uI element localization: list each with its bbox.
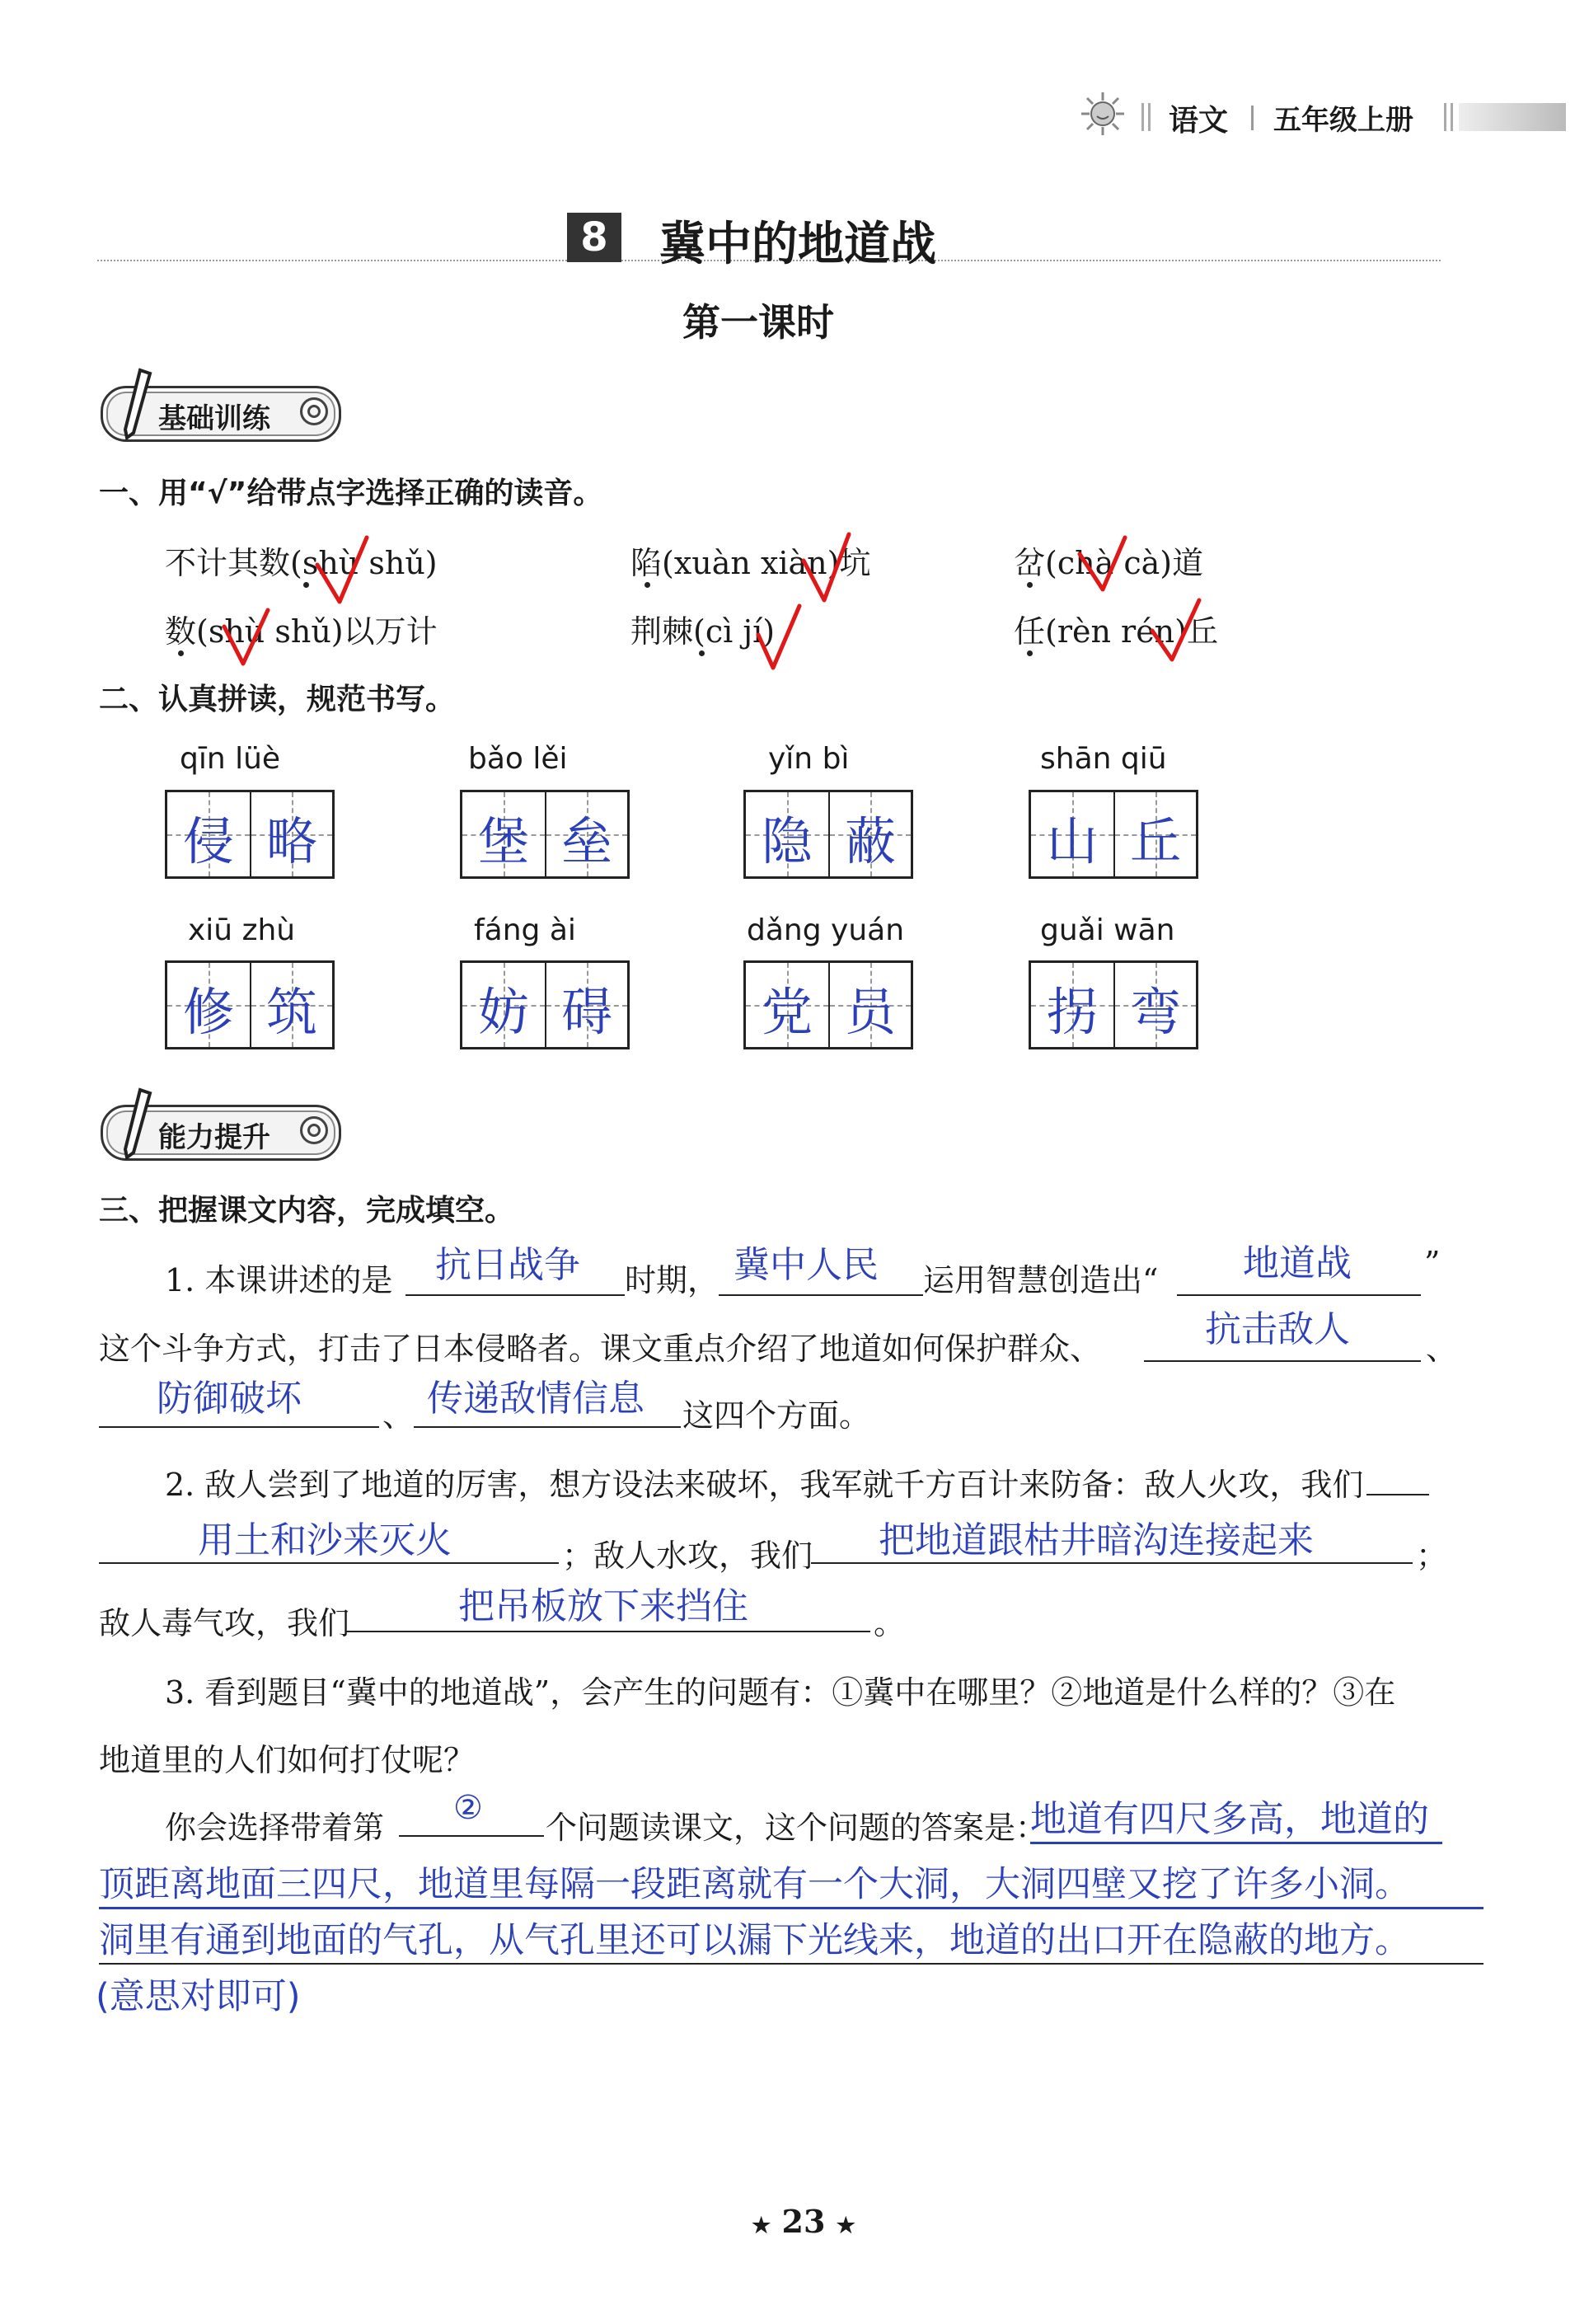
blank-line xyxy=(414,1426,681,1428)
q3-text: ；敌人水攻，我们 xyxy=(562,1538,813,1574)
answer-text: 防御破坏 xyxy=(157,1378,302,1420)
blank-line xyxy=(1177,1294,1421,1296)
q3-text: 。 xyxy=(874,1605,906,1641)
q1-item: 不计其数(shù shǔ) xyxy=(165,545,438,581)
blank-line xyxy=(399,1835,544,1837)
blank-line xyxy=(405,1294,625,1296)
check-mark-icon xyxy=(804,534,849,600)
answer-text: ② xyxy=(453,1789,483,1827)
tianzi-grid xyxy=(1029,790,1198,879)
star-icon: ★ xyxy=(752,2214,771,2238)
answer-text: 冀中人民 xyxy=(734,1244,879,1286)
tianzi-grid xyxy=(165,790,335,879)
target-icon xyxy=(300,1116,328,1144)
blank-line xyxy=(346,1631,870,1632)
pinyin: yǐn bì xyxy=(768,742,850,776)
q3-text: 3. 看到题目“冀中的地道战”，会产生的问题有：①冀中在哪里？②地道是什么样的？③在 xyxy=(165,1674,1396,1711)
grid-char: 隐 xyxy=(761,811,813,871)
header-subject: 语文 xyxy=(1169,103,1229,138)
check-mark-icon xyxy=(1080,538,1125,589)
pencil-icon xyxy=(115,1087,157,1161)
grid-char: 堡 xyxy=(477,811,529,871)
q3-text: 个问题读课文，这个问题的答案是： xyxy=(546,1810,1048,1846)
pinyin: qīn lüè xyxy=(180,742,281,776)
answer-text: 地道有四尺多高，地道的 xyxy=(1030,1789,1442,1844)
q3-text: 这个斗争方式，打击了日本侵略者。课文重点介绍了地道如何保护群众、 xyxy=(99,1331,1102,1367)
answer-text: 抗日战争 xyxy=(435,1244,580,1286)
answer-text: 把地道跟枯井暗沟连接起来 xyxy=(879,1519,1314,1561)
tianzi-grid xyxy=(460,790,630,879)
page-number xyxy=(752,2203,855,2240)
grid-char: 修 xyxy=(182,982,234,1042)
header-grade: 五年级上册 xyxy=(1273,104,1413,137)
tianzi-grid xyxy=(165,960,335,1049)
star-icon: ★ xyxy=(836,2214,855,2238)
answer-text: 抗击敌人 xyxy=(1205,1308,1350,1350)
q2-title: 二、认真拼读，规范书写。 xyxy=(99,683,456,716)
q3-text: 、 xyxy=(1426,1331,1458,1367)
blank-line xyxy=(719,1294,923,1296)
pinyin: guǎi wān xyxy=(1040,913,1175,947)
answer-text: 顶距离地面三四尺，地道里每隔一段距离就有一个大洞，大洞四壁又挖了许多小洞。 xyxy=(99,1857,1484,1909)
section-badge-label: 基础训练 xyxy=(158,402,270,435)
tianzi-grid xyxy=(743,960,913,1049)
answer-text: 洞里有通到地面的气孔，从气孔里还可以漏下光线来，地道的出口开在隐蔽的地方。 xyxy=(99,1913,1484,1965)
lesson-subtitle: 第一课时 xyxy=(682,300,834,345)
grid-char: 弯 xyxy=(1129,982,1181,1042)
answer-text: 把吊板放下来挡住 xyxy=(458,1585,748,1627)
grid-char: 略 xyxy=(265,811,317,871)
grid-char: 党 xyxy=(761,982,813,1042)
blank-line xyxy=(1366,1494,1429,1495)
blank-line xyxy=(99,1426,379,1428)
answer-text: 地道战 xyxy=(1243,1242,1352,1284)
grid-char: 碍 xyxy=(560,982,612,1042)
check-mark-icon xyxy=(224,610,268,664)
grid-char: 垒 xyxy=(560,811,612,871)
pinyin: shān qiū xyxy=(1040,742,1167,776)
q3-text: 敌人毒气攻，我们 xyxy=(99,1605,350,1641)
q1-item: 陷(xuàn xiàn)坑 xyxy=(630,545,871,581)
grid-char: 丘 xyxy=(1129,811,1181,871)
tianzi-grid xyxy=(743,790,913,879)
lesson-title: 冀中的地道战 xyxy=(659,217,936,271)
pinyin: fáng ài xyxy=(474,913,576,947)
pinyin: xiū zhù xyxy=(188,913,296,947)
section-badge-label: 能力提升 xyxy=(158,1121,270,1154)
pinyin: dǎng yuán xyxy=(747,913,905,947)
q3-title: 三、把握课文内容，完成填空。 xyxy=(99,1194,515,1228)
q3-text: 2. 敌人尝到了地道的厉害，想方设法来破坏，我军就千方百计来防备：敌人火攻，我们 xyxy=(165,1467,1364,1503)
q3-text: 时期， xyxy=(625,1262,720,1298)
answer-text: (意思对即可) xyxy=(96,1976,301,2017)
grid-char: 山 xyxy=(1046,811,1098,871)
q1-item: 任(rèn rén)丘 xyxy=(1014,613,1218,650)
q3-text: 、 xyxy=(382,1397,415,1434)
grid-char: 筑 xyxy=(265,982,317,1042)
grid-char: 妨 xyxy=(477,982,529,1042)
check-mark-icon xyxy=(317,538,367,602)
grid-char: 侵 xyxy=(182,811,234,871)
q3-text: ； xyxy=(1416,1538,1448,1574)
check-marks xyxy=(0,0,1589,742)
tianzi-grid xyxy=(460,960,630,1049)
check-mark-icon xyxy=(758,606,799,668)
grid-char: 拐 xyxy=(1046,982,1098,1042)
q3-text: 运用智慧创造出“ xyxy=(923,1262,1159,1298)
q3-text: 地道里的人们如何打仗呢？ xyxy=(99,1742,476,1778)
pinyin: bǎo lěi xyxy=(468,742,568,776)
grid-char: 员 xyxy=(844,982,896,1042)
q1-item: 荆棘(cì jí) xyxy=(630,613,776,650)
answer-text: 传递敌情信息 xyxy=(427,1378,645,1420)
q1-title: 一、用“√”给带点字选择正确的读音。 xyxy=(99,477,603,510)
q3-text: 你会选择带着第 xyxy=(165,1810,385,1846)
lesson-number: 8 xyxy=(567,213,621,262)
q1-item: 数(shù shǔ)以万计 xyxy=(165,613,438,650)
blank-line xyxy=(1144,1360,1421,1362)
tianzi-grid xyxy=(1029,960,1198,1049)
answer-text: 用土和沙来灭火 xyxy=(198,1519,452,1561)
q3-text: ” xyxy=(1424,1245,1441,1281)
q3-text: 这四个方面。 xyxy=(682,1397,871,1434)
page-number-value: 23 xyxy=(781,2203,826,2240)
check-mark-icon xyxy=(1152,600,1199,660)
grid-char: 蔽 xyxy=(844,811,896,871)
q3-text: 1. 本课讲述的是 xyxy=(165,1262,393,1298)
q1-item: 岔(chà cà)道 xyxy=(1014,545,1204,581)
